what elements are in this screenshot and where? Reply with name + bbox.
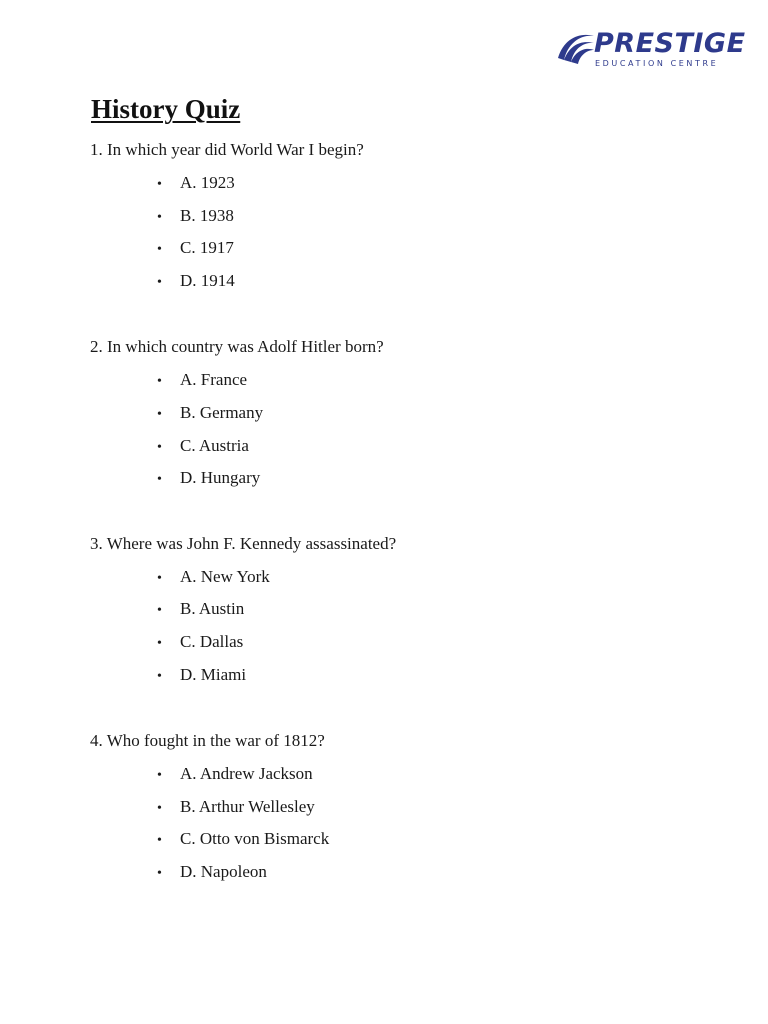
question-text: 1. In which year did World War I begin? [90,140,364,159]
answer-option [157,238,234,260]
bullet-icon: • [157,669,162,684]
question-text: 3. Where was John F. Kennedy assassinated? [90,534,397,553]
answer-option [157,567,270,589]
option-label: A. New York [180,567,270,586]
prestige-logo [556,28,746,72]
option-label: D. Miami [180,665,247,684]
bullet-icon: • [157,407,162,422]
option-label: C. Dallas [180,632,244,651]
answer-option [157,436,249,458]
option-label: B. Austin [180,599,245,618]
answer-option [157,468,260,490]
bullet-icon: • [157,603,162,618]
bullet-icon: • [157,768,162,783]
bullet-icon: • [157,242,162,257]
option-label: C. Otto von Bismarck [180,829,330,848]
bullet-icon: • [157,440,162,455]
answer-option [157,370,247,392]
logo-tagline: EDUCATION CENTRE [595,59,719,68]
bullet-icon: • [157,210,162,225]
bullet-icon: • [157,866,162,881]
bullet-icon: • [157,833,162,848]
answer-option [157,403,263,425]
logo-wordmark: PRESTIGE [594,28,746,59]
option-label: C. 1917 [180,238,234,257]
question-text: 2. In which country was Adolf Hitler born? [90,337,384,356]
answer-option [157,206,234,228]
swoosh-icon [556,28,596,68]
option-label: A. France [180,370,248,389]
option-label: D. 1914 [180,271,235,290]
answer-option [157,764,313,786]
option-label: B. 1938 [180,206,234,225]
option-label: A. 1923 [180,173,235,192]
option-label: C. Austria [180,436,249,455]
bullet-icon: • [157,374,162,389]
answer-option [157,632,243,654]
answer-option [157,173,235,195]
question-text: 4. Who fought in the war of 1812? [90,731,325,750]
option-label: D. Napoleon [180,862,267,881]
bullet-icon: • [157,177,162,192]
option-label: B. Germany [180,403,264,422]
answer-option [157,797,315,819]
bullet-icon: • [157,472,162,487]
bullet-icon: • [157,636,162,651]
page-title: History Quiz [91,94,241,124]
option-label: D. Hungary [180,468,261,487]
answer-option [157,271,235,293]
bullet-icon: • [157,801,162,816]
answer-option [157,862,267,884]
bullet-icon: • [157,275,162,290]
option-label: B. Arthur Wellesley [180,797,315,816]
option-label: A. Andrew Jackson [180,764,313,783]
answer-option [157,829,329,851]
answer-option [157,665,246,687]
bullet-icon: • [157,571,162,586]
answer-option [157,599,244,621]
